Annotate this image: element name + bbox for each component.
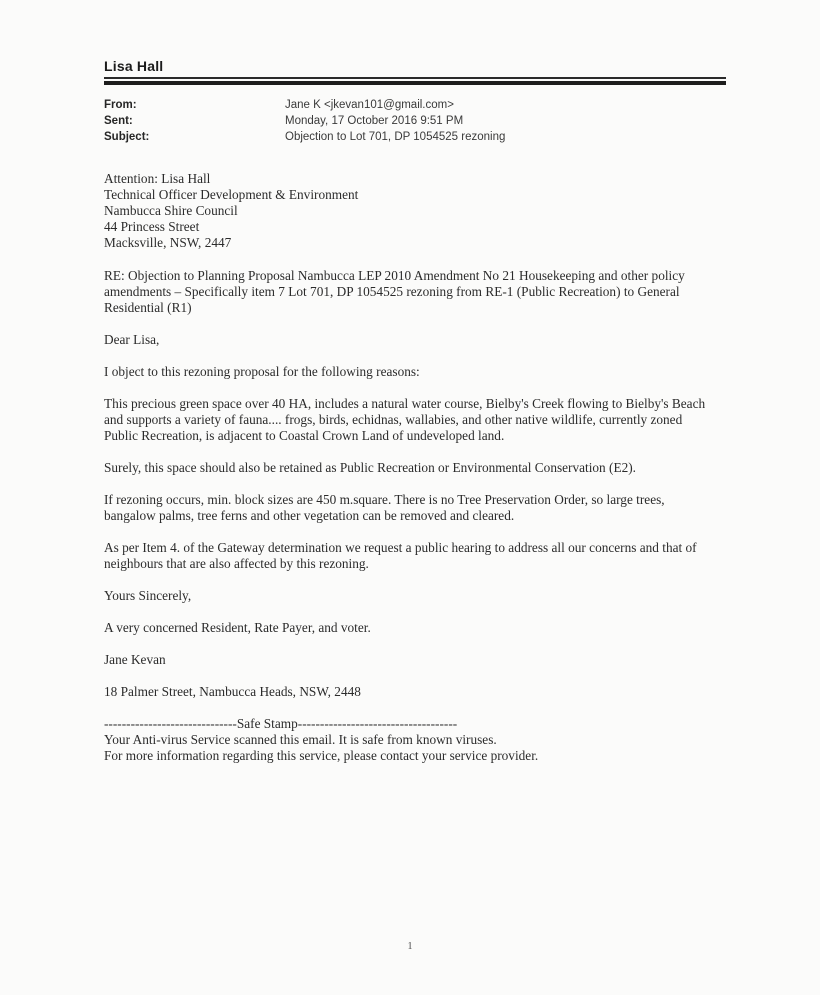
field-value: Jane K <jkevan101@gmail.com> bbox=[285, 99, 454, 111]
objection-intro: I object to this rezoning proposal for the following reasons: bbox=[104, 364, 420, 379]
provider-line: For more information regarding this service, please contact your service provider. bbox=[104, 748, 539, 763]
safe-stamp-block bbox=[104, 716, 712, 764]
paragraph-public-hearing: As per Item 4. of the Gateway determination we request a public hearing to address all our concerns and that of neighbours that are also affected by this rezoning. bbox=[104, 540, 697, 571]
address-line: Technical Officer Development & Environment bbox=[104, 187, 359, 202]
recipient-name: Lisa Hall bbox=[104, 58, 164, 74]
header-fields bbox=[104, 97, 726, 145]
field-row-subject bbox=[104, 129, 726, 145]
address-line: Macksville, NSW, 2447 bbox=[104, 235, 232, 250]
field-label: Subject: bbox=[104, 131, 150, 143]
field-row-from bbox=[104, 97, 726, 113]
header-divider-thin bbox=[104, 77, 726, 79]
page-number: 1 bbox=[407, 941, 413, 952]
paragraph-retain-zoning: Surely, this space should also be retained as Public Recreation or Environmental Conservation (E2). bbox=[104, 460, 636, 475]
address-line: 44 Princess Street bbox=[104, 219, 200, 234]
letter-body bbox=[104, 171, 712, 764]
closing-description: A very concerned Resident, Rate Payer, and voter. bbox=[104, 620, 371, 635]
safe-stamp-divider: ------------------------------Safe Stamp------------------------------------ bbox=[104, 716, 458, 731]
field-label: From: bbox=[104, 99, 137, 111]
field-value: Objection to Lot 701, DP 1054525 rezoning bbox=[285, 131, 506, 143]
address-block bbox=[104, 171, 712, 251]
email-header bbox=[104, 58, 726, 145]
field-row-sent bbox=[104, 113, 726, 129]
paragraph-green-space: This precious green space over 40 HA, includes a natural water course, Bielby's Creek flowing to Bielby's Beach and supports a variety of fauna.... frogs, birds, echidnas, wallabies, and other native wildlife, currently zoned Public Recreation, is adjacent to Coastal Crown Land of undeveloped land. bbox=[104, 396, 706, 443]
field-value: Monday, 17 October 2016 9:51 PM bbox=[285, 115, 464, 127]
address-line: Attention: Lisa Hall bbox=[104, 171, 211, 186]
closing: Yours Sincerely, bbox=[104, 588, 192, 603]
field-label: Sent: bbox=[104, 115, 133, 127]
paragraph-block-sizes: If rezoning occurs, min. block sizes are 450 m.square. There is no Tree Preservation Order, so large trees, bangalow palms, tree ferns and other vegetation can be removed and cleared. bbox=[104, 492, 665, 523]
salutation: Dear Lisa, bbox=[104, 332, 160, 347]
header-divider-thick bbox=[104, 81, 726, 85]
signature-name: Jane Kevan bbox=[104, 652, 166, 667]
re-subject-paragraph: RE: Objection to Planning Proposal Nambucca LEP 2010 Amendment No 21 Housekeeping and other policy amendments – Specifically item 7 Lot 701, DP 1054525 rezoning from RE-1 (Public Recreation) to General Residential (R1) bbox=[104, 268, 685, 315]
antivirus-line: Your Anti-virus Service scanned this email. It is safe from known viruses. bbox=[104, 732, 497, 747]
signature-address: 18 Palmer Street, Nambucca Heads, NSW, 2448 bbox=[104, 684, 361, 699]
address-line: Nambucca Shire Council bbox=[104, 203, 238, 218]
